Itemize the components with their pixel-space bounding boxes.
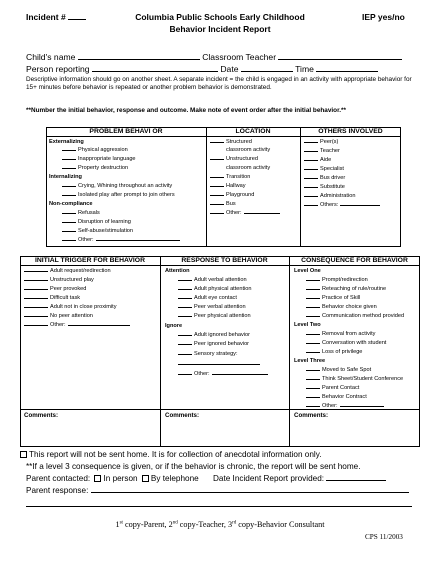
by-telephone-label: By telephone	[150, 474, 199, 483]
location-heading: LOCATION	[235, 128, 271, 135]
location-item[interactable]: Transition	[210, 174, 250, 180]
trigger-item[interactable]: Difficult task	[24, 295, 80, 301]
parent-response-label: Parent response:	[26, 486, 89, 495]
location-item[interactable]: Other:	[210, 210, 282, 216]
response-item[interactable]: Adult physical attention	[178, 286, 252, 292]
not-sent-home-row: This report will not be sent home. It is for collection of anecdotal information only.	[20, 450, 321, 459]
externalizing-label: Externalizing	[49, 139, 84, 145]
internalizing-label: Internalizing	[49, 174, 82, 180]
consequence-item[interactable]: Communication method provided	[306, 313, 404, 319]
consequence-item[interactable]: Reteaching of rule/routine	[306, 286, 386, 292]
location-item[interactable]: Unstructured	[210, 156, 258, 162]
checklist-item[interactable]: Self-abuse/stimulation	[62, 228, 133, 234]
level-two-label: Level Two	[294, 322, 321, 328]
copy-distribution: 1st copy-Parent, 2nd copy-Teacher, 3rd copy-Behavior Consultant	[115, 520, 325, 529]
others-item[interactable]: Teacher	[304, 148, 340, 154]
trigger-item[interactable]: Other:	[24, 322, 132, 328]
trigger-item[interactable]: Adult not in close proximity	[24, 304, 117, 310]
attention-label: Attention	[165, 268, 190, 274]
response-item[interactable]: Adult eye contact	[178, 295, 237, 301]
form-title: Columbia Public Schools Early Childhood	[135, 12, 305, 22]
instruction-text: **Number the initial behavior, response and outcome. Make note of event order after the initial behavior.**	[26, 107, 346, 114]
checklist-item[interactable]: Other:	[62, 237, 182, 243]
response-item[interactable]: Other:	[178, 371, 270, 377]
by-telephone-checkbox[interactable]	[142, 475, 149, 482]
time-label: Time	[295, 64, 314, 74]
classroom-teacher-field[interactable]	[278, 59, 402, 60]
response-item[interactable]: Sensory strategy:	[178, 351, 238, 357]
childs-name-label: Child's name	[26, 52, 76, 62]
time-field[interactable]	[316, 71, 378, 72]
trigger-item[interactable]: Unstructured play	[24, 277, 94, 283]
trigger-item[interactable]: Adult request/redirection	[24, 268, 111, 274]
person-reporting-field[interactable]	[92, 71, 218, 72]
level3-note: **If a level 3 consequence is given, or if the behavior is chronic, the report will be sent home.	[26, 462, 361, 471]
others-item[interactable]: Aide	[304, 157, 331, 163]
classroom-teacher-label: Classroom Teacher	[202, 52, 277, 62]
childs-name-field[interactable]	[78, 59, 200, 60]
trigger-item[interactable]: No peer attention	[24, 313, 93, 319]
incident-number-label: Incident #	[26, 12, 86, 22]
response-item[interactable]: Peer physical attention	[178, 313, 251, 319]
response-item-blank[interactable]	[178, 361, 262, 367]
checklist-item[interactable]: Property destruction	[62, 165, 128, 171]
others-item[interactable]: Bus driver	[304, 175, 345, 181]
initial-trigger-heading: INITIAL TRIGGER FOR BEHAVIOR	[34, 257, 145, 264]
location-item[interactable]: Structured	[210, 139, 252, 145]
level-three-label: Level Three	[294, 358, 326, 364]
consequence-item[interactable]: Removal from activity	[306, 331, 375, 337]
problem-behavior-heading: PROBLEM BEHAVI OR	[89, 128, 163, 135]
consequence-item[interactable]: Moved to Safe Spot	[306, 367, 371, 373]
not-sent-home-checkbox[interactable]	[20, 451, 27, 458]
parent-response-line-2[interactable]	[26, 506, 412, 507]
location-item-detail: classroom activity	[226, 147, 271, 153]
date-provided-field[interactable]	[326, 480, 386, 481]
checklist-item[interactable]: Crying, Whining throughout an activity	[62, 183, 172, 189]
description-text: Descriptive information should go on another sheet. A separate incident = the child is engaged in an activity with appropriate behavior for 15+ minutes before behavior is repeated or another problem behavior is demonstrated.	[26, 76, 412, 91]
parent-contacted-label: Parent contacted:	[26, 474, 91, 483]
location-item[interactable]: Hallway	[210, 183, 246, 189]
response-item[interactable]: Adult verbal attention	[178, 277, 247, 283]
parent-contacted-row	[26, 474, 386, 483]
comments-label-response: Comments:	[165, 412, 200, 419]
response-item[interactable]: Adult ignored behavior	[178, 332, 250, 338]
consequence-item[interactable]: Loss of privilege	[306, 349, 362, 355]
date-label: Date	[220, 64, 239, 74]
consequence-item[interactable]: Conversation with student	[306, 340, 386, 346]
person-reporting-label: Person reporting	[26, 64, 90, 74]
childs-name-row	[26, 52, 402, 62]
others-item[interactable]: Others:	[304, 202, 382, 208]
checklist-item[interactable]: Inappropriate language	[62, 156, 136, 162]
consequence-item[interactable]: Behavior Contract	[306, 394, 367, 400]
date-field[interactable]	[241, 71, 293, 72]
checklist-item[interactable]: Disruption of learning	[62, 219, 131, 225]
location-item[interactable]: Bus	[210, 201, 236, 207]
date-provided-label: Date Incident Report provided:	[212, 474, 325, 483]
form-code: CPS 11/2003	[365, 533, 403, 541]
comments-label-trigger: Comments:	[24, 412, 59, 419]
checklist-item[interactable]: Refusals	[62, 210, 100, 216]
response-item[interactable]: Peer verbal attention	[178, 304, 246, 310]
others-item[interactable]: Specialist	[304, 166, 344, 172]
ignore-label: Ignore	[165, 323, 183, 329]
consequence-item[interactable]: Practice of Skill	[306, 295, 360, 301]
response-item[interactable]: Peer ignored behavior	[178, 341, 249, 347]
checklist-item[interactable]: Physical aggression	[62, 147, 128, 153]
others-involved-heading: OTHERS INVOLVED	[318, 128, 383, 135]
consequence-item[interactable]: Other:	[306, 403, 386, 409]
trigger-item[interactable]: Peer provoked	[24, 286, 86, 292]
reporting-row	[26, 64, 378, 74]
non-compliance-label: Non-compliance	[49, 201, 93, 207]
iep-label: IEP yes/no	[362, 12, 405, 22]
level-one-label: Level One	[294, 268, 321, 274]
others-item[interactable]: Peer(s)	[304, 139, 338, 145]
location-item[interactable]: Playground	[210, 192, 254, 198]
consequence-item[interactable]: Behavior choice given	[306, 304, 377, 310]
response-heading: RESPONSE TO BEHAVIOR	[181, 257, 268, 264]
in-person-checkbox[interactable]	[94, 475, 101, 482]
parent-response-field[interactable]	[91, 492, 409, 493]
checklist-item[interactable]: Isolated play after prompt to join others	[62, 192, 175, 198]
consequence-item[interactable]: Prompt/redirection	[306, 277, 368, 283]
others-item[interactable]: Substitute	[304, 184, 345, 190]
form-subtitle: Behavior Incident Report	[169, 24, 271, 34]
in-person-label: In person	[103, 474, 138, 483]
others-item[interactable]: Administration	[304, 193, 355, 199]
parent-response-row	[26, 486, 409, 495]
location-item-detail: classroom activity	[226, 165, 271, 171]
consequence-heading: CONSEQUENCE FOR BEHAVIOR	[301, 257, 408, 264]
consequence-item[interactable]: Think Sheet/Student Conference	[306, 376, 403, 382]
comments-label-consequence: Comments:	[294, 412, 329, 419]
consequence-item[interactable]: Parent Contact	[306, 385, 359, 391]
